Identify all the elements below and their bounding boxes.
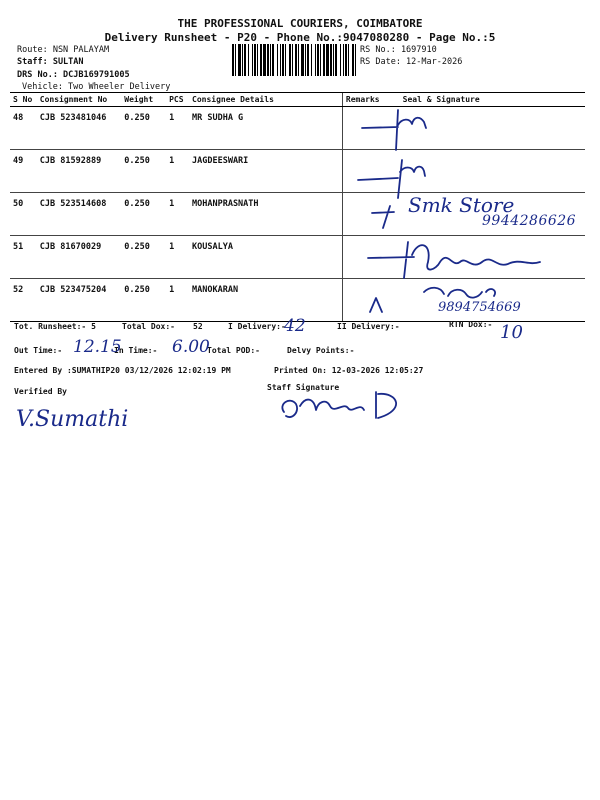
tick-row-50 — [372, 206, 394, 228]
in-time-label: In Time:- — [114, 346, 158, 355]
delvy-points-label: Delvy Points:- — [287, 346, 355, 355]
cell-weight: 0.250 — [121, 150, 166, 193]
staff-signature-label: Staff Signature — [267, 383, 340, 392]
cell-weight: 0.250 — [121, 279, 166, 322]
tick-row-48 — [362, 110, 426, 150]
handwritten-rtn-count: 10 — [500, 322, 523, 343]
cell-sno: 52 — [10, 279, 37, 322]
cell-sno: 48 — [10, 107, 37, 150]
cell-weight: 0.250 — [121, 236, 166, 279]
verifier-signature: V.Sumathi — [16, 407, 129, 432]
cell-consignment: CJB 523481046 — [37, 107, 121, 150]
col-weight: Weight — [121, 93, 166, 107]
cell-consignment: CJB 81592889 — [37, 150, 121, 193]
cell-consignee: MANOKARAN — [189, 279, 342, 322]
staff-label: Staff: SULTAN — [17, 57, 84, 67]
total-dox-label: Total Dox:- — [122, 322, 175, 331]
handwritten-delivered-count: 42 — [284, 316, 306, 336]
total-dox-value: 52 — [193, 322, 203, 331]
entered-by: Entered By :SUMATHIP20 03/12/2026 12:02:19 PM — [14, 366, 231, 375]
verified-by-label: Verified By — [14, 387, 67, 396]
col-seal-signature: Seal & Signature — [383, 93, 585, 107]
drs-number: DRS No.: DCJB169791005 — [17, 70, 130, 80]
handwritten-in-time: 6.00 — [172, 337, 210, 357]
cell-pcs: 1 — [166, 107, 189, 150]
cell-consignee: MR SUDHA G — [189, 107, 342, 150]
route-label: Route: NSN PALAYAM — [17, 45, 110, 55]
cell-consignee: JAGDEESWARI — [189, 150, 342, 193]
col-consignee: Consignee Details — [189, 93, 342, 107]
i-delivery-label: I Delivery:- — [228, 322, 286, 331]
rs-number: RS No.: 1697910 — [360, 45, 437, 55]
company-title: THE PROFESSIONAL COURIERS, COIMBATORE — [177, 17, 423, 30]
staff-signature — [282, 392, 396, 418]
cell-sno: 51 — [10, 236, 37, 279]
cell-pcs: 1 — [166, 150, 189, 193]
cell-consignment: CJB 523514608 — [37, 193, 121, 236]
col-sno: S No — [10, 93, 37, 107]
tot-runsheet: Tot. Runsheet:- 5 — [14, 322, 96, 331]
cell-sno: 50 — [10, 193, 37, 236]
rs-date: RS Date: 12-Mar-2026 — [360, 57, 463, 67]
rtn-dox-label: RTN Dox:- — [449, 320, 493, 329]
tick-row-49 — [358, 160, 425, 198]
cell-consignee: MOHANPRASNATH — [189, 193, 342, 236]
cell-consignment: CJB 523475204 — [37, 279, 121, 322]
out-time-label: Out Time:- — [14, 346, 63, 355]
runsheet-subtitle: Delivery Runsheet - P20 - Phone No.:9047080280 - Page No.:5 — [104, 31, 496, 44]
vehicle-label: Vehicle: Two Wheeler Delivery — [22, 82, 171, 92]
ii-delivery-label: II Delivery:- — [337, 322, 400, 331]
cell-pcs: 1 — [166, 236, 189, 279]
cell-consignment: CJB 81670029 — [37, 236, 121, 279]
col-consignment: Consignment No — [37, 93, 121, 107]
handwritten-out-time: 12.15 — [73, 337, 122, 357]
cell-weight: 0.250 — [121, 193, 166, 236]
printed-on: Printed On: 12-03-2026 12:05:27 — [274, 366, 424, 375]
signature-row-51 — [368, 242, 540, 278]
cell-consignee: KOUSALYA — [189, 236, 342, 279]
handwritten-store-note: Smk Store — [408, 193, 515, 217]
col-pcs: PCS — [166, 93, 189, 107]
signature-row-52-mark — [370, 288, 495, 312]
handwritten-phone-1: 9944286626 — [482, 213, 577, 229]
cell-pcs: 1 — [166, 193, 189, 236]
col-remarks: Remarks — [342, 93, 382, 107]
total-pod-label: Total POD:- — [207, 346, 260, 355]
cell-weight: 0.250 — [121, 107, 166, 150]
cell-sno: 49 — [10, 150, 37, 193]
cell-pcs: 1 — [166, 279, 189, 322]
handwritten-phone-2: 9894754669 — [438, 300, 521, 315]
